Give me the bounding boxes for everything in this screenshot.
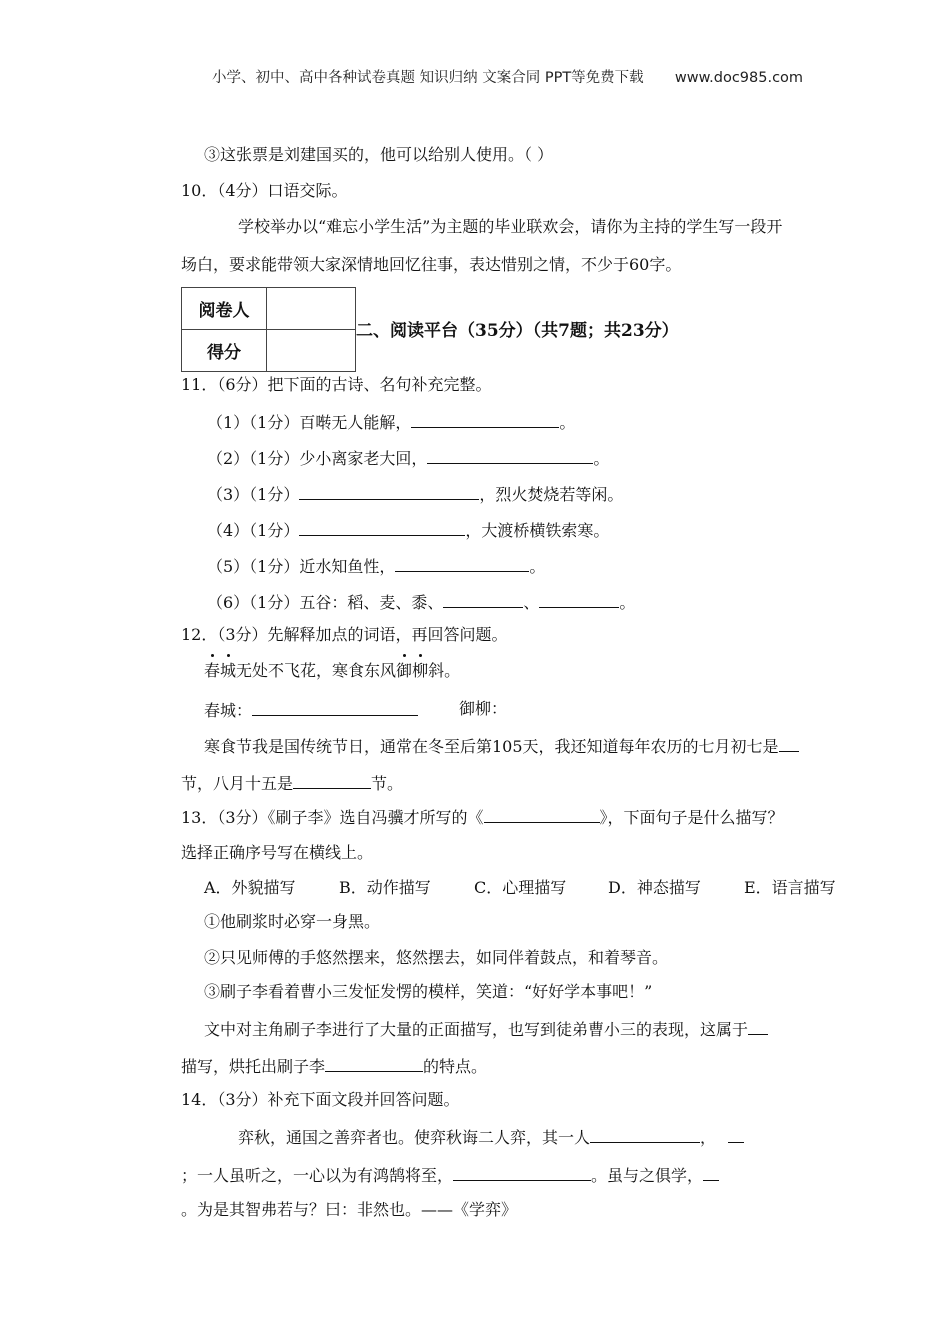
q12-question-line: 寒食节我是国传统节日，通常在冬至后第105天，我还知道每年农历的七月初七是	[204, 737, 799, 755]
q11-item-1: （1）（1分）百啭无人能解， 。	[207, 413, 576, 432]
answer-blank[interactable]	[590, 1128, 700, 1143]
q12-question-line2: 节，八月十五是 节。	[181, 774, 404, 793]
q13-sentence-2: ②只见师傅的手悠然摆来，悠然摆去，如同伴着鼓点，和着琴音。	[204, 948, 669, 967]
q11-item-3: （3）（1分） ，烈火焚烧若等闲。	[207, 485, 624, 504]
answer-blank[interactable]	[299, 485, 479, 500]
q13-title-line2: 选择正确序号写在横线上。	[181, 843, 374, 862]
answer-blank[interactable]	[395, 557, 529, 572]
answer-blank[interactable]	[453, 1166, 591, 1181]
q12-poem-line: 春城无处不飞花，寒食东风御柳斜。	[204, 661, 461, 680]
answer-blank[interactable]	[252, 701, 418, 716]
score-box	[181, 287, 356, 372]
header-text: 小学、初中、高中各种试卷真题 知识归纳 文案合同 PPT等免费下载	[212, 70, 644, 86]
q14-passage-line2: ；一人虽听之，一心以为有鸿鹄将至， 。虽与之俱学，	[181, 1166, 719, 1184]
q10-title: 10．（4分）口语交际。	[181, 181, 348, 200]
dotted-char: 柳	[412, 661, 429, 680]
q13-sentence-3: ③刷子李看着曹小三发怔发愣的模样，笑道：“好好学本事吧！”	[204, 982, 653, 1001]
q11-title: 11．（6分）把下面的古诗、名句补充完整。	[181, 375, 492, 394]
q11-item-4: （4）（1分） ，大渡桥横铁索寒。	[207, 521, 610, 540]
q14-passage-line3: 。为是其智弗若与？曰：非然也。——《学弈》	[181, 1200, 518, 1219]
answer-blank[interactable]	[484, 808, 600, 823]
dotted-char: 御	[396, 661, 413, 680]
reviewer-label: 阅卷人	[182, 288, 267, 330]
q12-chuncheng-row: 春城：	[204, 701, 418, 719]
q11-item-5: （5）（1分）近水知鱼性， 。	[207, 557, 546, 576]
answer-blank[interactable]	[443, 593, 523, 608]
answer-blank[interactable]	[539, 593, 619, 608]
reviewer-field[interactable]	[267, 288, 356, 330]
answer-blank[interactable]	[427, 449, 593, 464]
q10-text-line2: 场白，要求能带领大家深情地回忆往事，表达惜别之情，不少于60字。	[181, 255, 682, 274]
q14-title: 14．（3分）补充下面文段并回答问题。	[181, 1090, 460, 1109]
q10-text-line1: 学校举办以“难忘小学生活”为主题的毕业联欢会，请你为主持的学生写一段开	[238, 217, 783, 236]
q13-option-e: E．语言描写	[744, 878, 836, 897]
answer-blank[interactable]	[411, 413, 559, 428]
answer-blank[interactable]	[325, 1057, 423, 1072]
dotted-char: 春	[204, 661, 221, 680]
section-2-title: 二、阅读平台（35分）（共7题；共23分）	[356, 321, 679, 341]
q12-title: 12．（3分）先解释加点的词语，再回答问题。	[181, 625, 508, 644]
q11-item-6: （6）（1分）五谷：稻、麦、黍、 、 。	[207, 593, 636, 612]
answer-blank[interactable]	[299, 521, 465, 536]
q13-question-line: 文中对主角刷子李进行了大量的正面描写，也写到徒弟曹小三的表现，这属于	[204, 1020, 768, 1038]
q13-option-b: B．动作描写	[339, 878, 431, 897]
answer-blank[interactable]	[703, 1166, 719, 1181]
answer-blank[interactable]	[748, 1020, 768, 1035]
q9-item-3: ③这张票是刘建国买的，他可以给别人使用。（ ）	[204, 145, 554, 164]
q13-option-d: D．神态描写	[608, 878, 701, 897]
q11-item-2: （2）（1分）少小离家老大回， 。	[207, 449, 610, 468]
score-field[interactable]	[267, 330, 356, 372]
answer-blank[interactable]	[728, 1128, 744, 1143]
q12-yuliu-label: 御柳：	[459, 699, 508, 718]
answer-blank[interactable]	[779, 737, 799, 752]
header-url[interactable]: www.doc985.com	[674, 70, 804, 86]
q13-question-line2: 描写，烘托出刷子李 的特点。	[181, 1057, 488, 1076]
q13-title: 13．（3分）《刷子李》选自冯骥才所写的《 》，下面句子是什么描写？	[181, 808, 784, 827]
dotted-char: 城	[220, 661, 237, 680]
q13-option-a: A．外貌描写	[204, 878, 296, 897]
q14-passage-line1: 弈秋，通国之善弈者也。使弈秋诲二人弈，其一人 ，	[238, 1128, 744, 1146]
page-header-banner	[212, 71, 803, 86]
q13-sentence-1: ①他刷浆时必穿一身黑。	[204, 912, 381, 931]
answer-blank[interactable]	[293, 774, 371, 789]
score-label: 得分	[182, 330, 267, 372]
q13-option-c: C．心理描写	[474, 878, 567, 897]
